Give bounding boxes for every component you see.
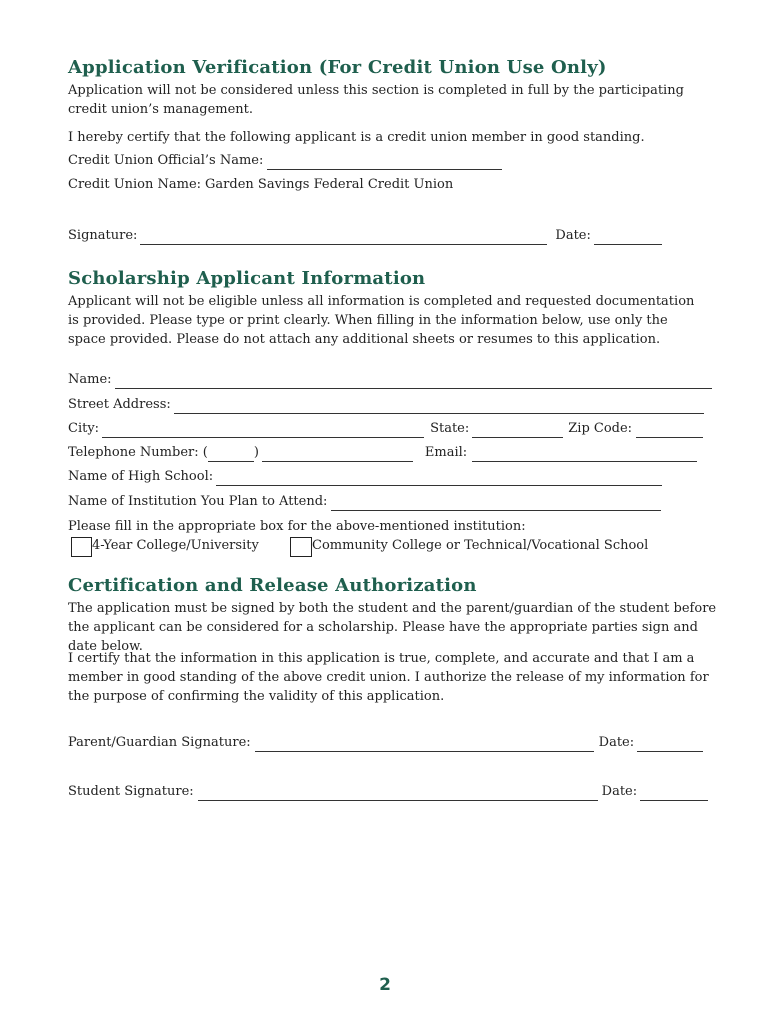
phone-label: Telephone Number: ( xyxy=(68,445,208,460)
verification-signature-row xyxy=(68,227,662,245)
state-field[interactable] xyxy=(472,424,563,438)
zip-field[interactable] xyxy=(636,424,703,438)
official-name-label: Credit Union Official’s Name: xyxy=(68,153,264,168)
verification-date-label: Date: xyxy=(555,228,591,243)
parent-signature-field[interactable] xyxy=(255,738,594,752)
applicant-intro: Applicant will not be eligible unless all information is completed and requested documentation is provided. Please type or print clearly. When filling in the information below, use only the space provided. Please do not attach any additional sheets or resumes to this application. xyxy=(68,294,695,347)
official-name-field[interactable] xyxy=(267,156,502,170)
cu-name-label: Credit Union Name: xyxy=(68,177,202,192)
name-row xyxy=(68,371,712,389)
verification-signature-field[interactable] xyxy=(140,231,547,245)
verification-certify-text: I hereby certify that the following applicant is a credit union member in good standing. xyxy=(68,130,645,145)
parent-signature-row xyxy=(68,734,703,752)
name-field[interactable] xyxy=(115,375,712,389)
phone-email-row xyxy=(68,444,697,462)
cu-name-row xyxy=(68,176,453,194)
student-date-label: Date: xyxy=(601,784,638,799)
institution-field[interactable] xyxy=(331,497,661,511)
cu-name-value: Garden Savings Federal Credit Union xyxy=(205,177,454,192)
area-code-field[interactable] xyxy=(208,448,254,462)
community-college-checkbox[interactable] xyxy=(290,537,312,557)
certification-statement: I certify that the information in this application is true, complete, and accurate and that I am a member in good standing of the above credit union. I authorize the release of my information for the purpose of confirming the validity of this application. xyxy=(68,651,709,704)
high-school-label: Name of High School: xyxy=(68,469,214,484)
institution-row xyxy=(68,493,661,511)
student-date-field[interactable] xyxy=(640,787,708,801)
community-college-option-label: Community College or Technical/Vocational School xyxy=(312,538,649,553)
college-option-label: 4-Year College/University xyxy=(92,538,259,553)
fill-box-instruction: Please fill in the appropriate box for the above-mentioned institution: xyxy=(68,519,526,534)
city-state-zip-row xyxy=(68,420,703,438)
street-label: Street Address: xyxy=(68,397,171,412)
email-field[interactable] xyxy=(472,448,697,462)
official-name-row xyxy=(68,152,502,170)
certification-heading: Certification and Release Authorization xyxy=(68,575,477,596)
college-checkbox[interactable] xyxy=(71,537,92,557)
phone-close-paren: ) xyxy=(253,445,259,460)
applicant-heading: Scholarship Applicant Information xyxy=(68,268,426,289)
student-signature-field[interactable] xyxy=(198,787,598,801)
state-label: State: xyxy=(430,421,470,436)
parent-signature-label: Parent/Guardian Signature: xyxy=(68,735,251,750)
city-label: City: xyxy=(68,421,100,436)
verification-heading: Application Verification (For Credit Union Use Only) xyxy=(68,57,607,78)
page-number: 2 xyxy=(379,975,391,995)
verification-date-field[interactable] xyxy=(594,231,662,245)
certification-intro: The application must be signed by both the student and the parent/guardian of the student before the applicant can be considered for a scholarship. Please have the appropriate parties sign and date below. xyxy=(68,601,717,654)
institution-label: Name of Institution You Plan to Attend: xyxy=(68,494,328,509)
street-field[interactable] xyxy=(174,400,704,414)
high-school-row xyxy=(68,468,662,486)
zip-label: Zip Code: xyxy=(568,421,633,436)
verification-intro: Application will not be considered unless this section is completed in full by the participating credit union’s management. xyxy=(68,83,684,117)
name-label: Name: xyxy=(68,372,112,387)
high-school-field[interactable] xyxy=(216,472,662,486)
street-row xyxy=(68,396,704,414)
student-signature-row xyxy=(68,783,708,801)
parent-date-label: Date: xyxy=(598,735,635,750)
parent-date-field[interactable] xyxy=(637,738,703,752)
phone-field[interactable] xyxy=(262,448,413,462)
email-label: Email: xyxy=(424,445,468,460)
city-field[interactable] xyxy=(102,424,424,438)
student-signature-label: Student Signature: xyxy=(68,784,194,799)
verification-signature-label: Signature: xyxy=(68,228,138,243)
